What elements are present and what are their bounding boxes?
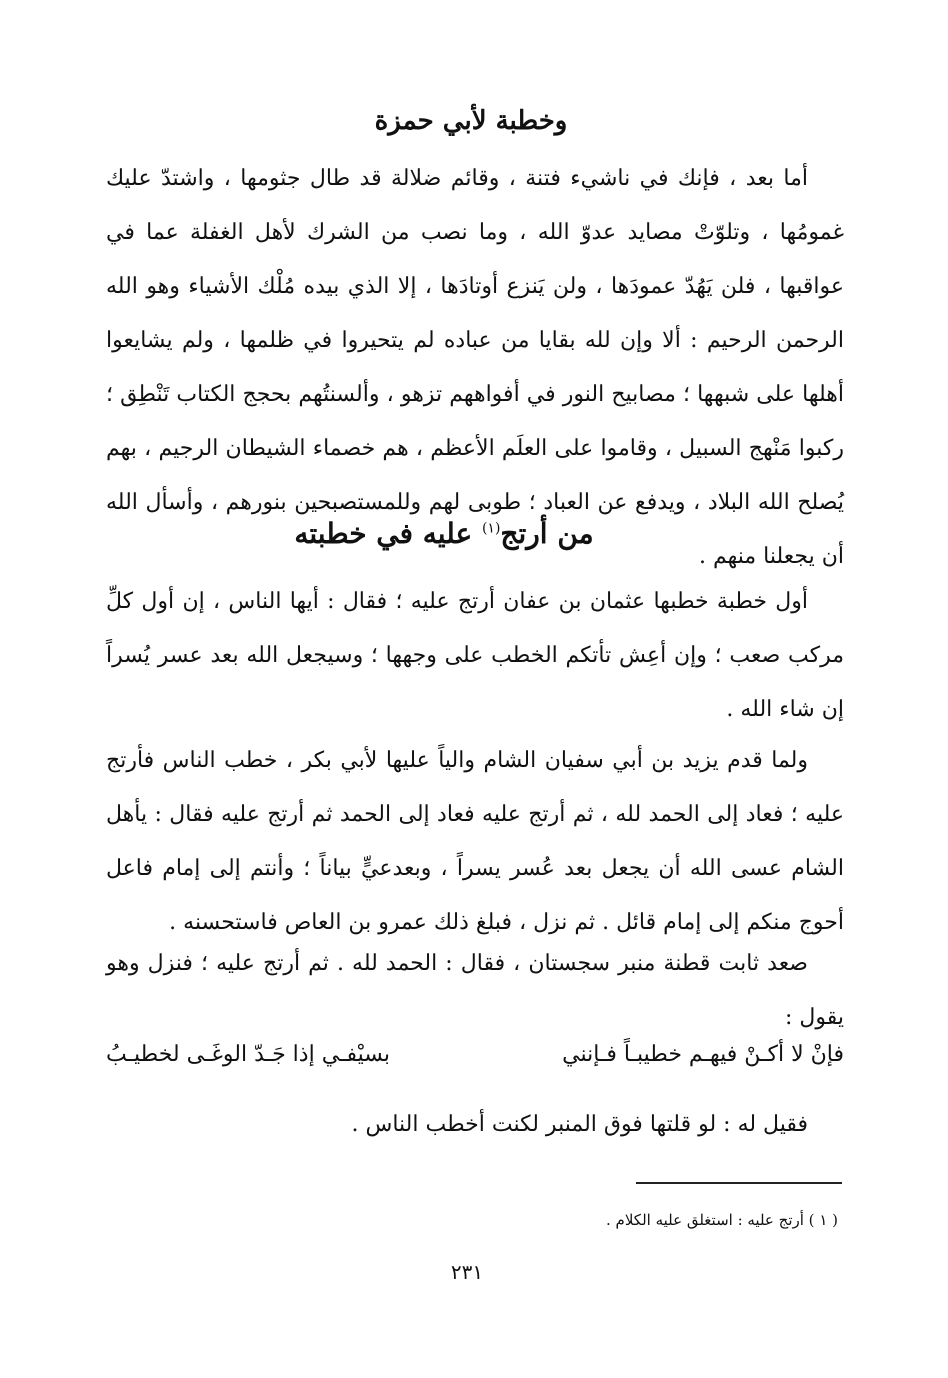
- paragraph-thabit-qutna: صعد ثابت قطنة منبر سجستان ، فقال : الحمد لله . ثم أرتج عليه ؛ فنزل وهو يقول :: [106, 951, 844, 1030]
- page-number: ٢٣١: [450, 1260, 484, 1284]
- poetry-verse: [106, 1028, 844, 1082]
- paragraph-uthman: أول خطبة خطبها عثمان بن عفان أرتج عليه ؛ فقال : أيها الناس ، إن أول كلِّ مركب صعب ؛ وإن أعِش تأتكم الخطب على وجهها ؛ وسيجعل الله بعد عسر يُسراً إن شاء الله .: [106, 589, 844, 722]
- section-title-abi-hamza: وخطبة لأبي حمزة: [374, 106, 568, 136]
- footnote: ( ١ ) أرتج عليه : استغلق عليه الكلام .: [606, 1211, 838, 1229]
- footnote-marker: (١): [481, 520, 501, 537]
- section-title-irtij: [0, 517, 948, 550]
- section-title-irtij-end: عليه في خطبته: [294, 517, 473, 550]
- paragraph-yazid: ولما قدم يزيد بن أبي سفيان الشام والياً عليها لأبي بكر ، خطب الناس فأرتج عليه ؛ فعاد إلى الحمد لله ، ثم أرتج عليه فعاد إلى الحمد ثم أرتج عليه فقال : يأهل الشام عسى الله أن يجعل بعد عُسر يسراً ، وبعدعيٍّ بياناً ؛ وأنتم إلى إمام فاعل أحوج منكم إلى إمام قائل . ثم نزل ، فبلغ ذلك عمرو بن العاص فاستحسنه .: [106, 748, 844, 935]
- verse-first-hemistich: فإنْ لا أكـنْ فيهـم خطيبـاً فـإنني: [562, 1042, 844, 1067]
- paragraph-abi-hamza-sermon: أما بعد ، فإنك في ناشيء فتنة ، وقائم ضلالة قد طال جثومها ، واشتدّ عليك غمومُها ، وتلوّتْ مصايد عدوّ الله ، وما نصب من الشرك لأهل الغفلة عما في عواقبها ، فلن يَهُدّ عمودَها ، ولن يَنزع أوتادَها ، إلا الذي بيده مُلْك الأشياء وهو الله الرحمن الرحيم : ألا وإن لله بقايا من عباده لم يتحيروا في ظلمها ، ولم يشايعوا أهلها على شبهها ؛ مصابيح النور في أفواههم تزهو ، وألسنتُهم بحجج الكتاب تَنْطِق ؛ ركبوا مَنْهج السبيل ، وقاموا على العلَم الأعظم ، هم خصماء الشيطان الرجيم ، بهم يُصلح الله البلاد ، ويدفع عن العباد ؛ طوبى لهم وللمستصبحين بنورهم ، وأسأل الله أن يجعلنا منهم .: [106, 166, 844, 569]
- section-title-irtij-start: من أرتج: [500, 517, 594, 550]
- verse-second-hemistich: بسيْفـي إذا جَـدّ الوغَـى لخطيـبُ: [106, 1042, 390, 1067]
- footnote-divider: [636, 1182, 842, 1184]
- paragraph-closing: فقيل له : لو قلتها فوق المنبر لكنت أخطب الناس .: [351, 1112, 808, 1137]
